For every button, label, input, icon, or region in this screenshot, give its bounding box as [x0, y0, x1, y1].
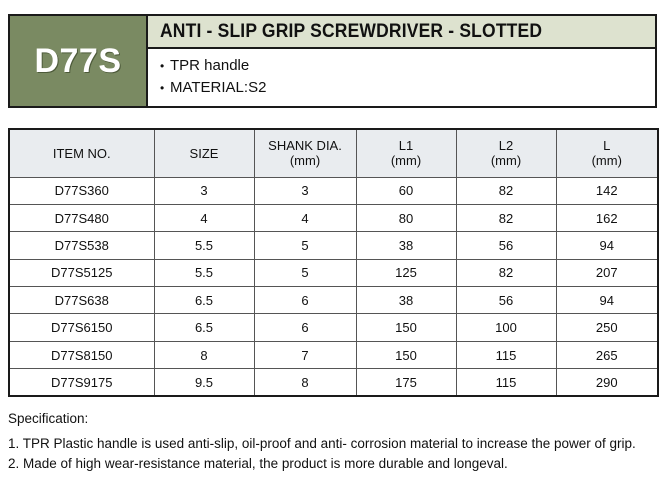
- cell-shank-dia: 5: [254, 232, 356, 259]
- cell-shank-dia: 4: [254, 204, 356, 231]
- cell-item-no: D77S8150: [9, 341, 154, 368]
- cell-shank-dia: 5: [254, 259, 356, 286]
- cell-size: 6.5: [154, 287, 254, 314]
- cell-shank-dia: 6: [254, 287, 356, 314]
- cell-l1: 60: [356, 177, 456, 204]
- product-header: [8, 14, 657, 108]
- cell-item-no: D77S538: [9, 232, 154, 259]
- table-row: [9, 341, 658, 368]
- product-title: ANTI - SLIP GRIP SCREWDRIVER - SLOTTED: [160, 20, 543, 42]
- note-item: 1. TPR Plastic handle is used anti-slip, oil-proof and anti- corrosion material to increase the power of grip.: [8, 436, 636, 451]
- title-bar: [148, 16, 655, 49]
- cell-shank-dia: 8: [254, 369, 356, 396]
- cell-size: 8: [154, 341, 254, 368]
- cell-l1: 38: [356, 287, 456, 314]
- cell-item-no: D77S5125: [9, 259, 154, 286]
- cell-l2: 56: [456, 287, 556, 314]
- header-row: [9, 129, 658, 177]
- cell-l: 94: [556, 287, 658, 314]
- cell-item-no: D77S6150: [9, 314, 154, 341]
- cell-l1: 125: [356, 259, 456, 286]
- cell-size: 9.5: [154, 369, 254, 396]
- column-header-l1: L1 (mm): [356, 129, 456, 177]
- table-body: [9, 177, 658, 396]
- cell-l1: 175: [356, 369, 456, 396]
- column-header-item-no: ITEM NO.: [9, 129, 154, 177]
- cell-item-no: D77S360: [9, 177, 154, 204]
- table-row: [9, 259, 658, 286]
- cell-shank-dia: 6: [254, 314, 356, 341]
- note-item: 2. Made of high wear-resistance material, the product is more durable and longeval.: [8, 456, 508, 471]
- cell-l: 142: [556, 177, 658, 204]
- table-row: [9, 287, 658, 314]
- cell-l2: 100: [456, 314, 556, 341]
- cell-l2: 56: [456, 232, 556, 259]
- feature-text: MATERIAL:S2: [170, 79, 267, 96]
- notes-heading: Specification:: [8, 411, 89, 426]
- cell-l2: 82: [456, 259, 556, 286]
- cell-l: 290: [556, 369, 658, 396]
- column-header-size: SIZE: [154, 129, 254, 177]
- column-header-shank-dia: SHANK DIA. (mm): [254, 129, 356, 177]
- table-header: [9, 129, 658, 177]
- product-code: D77S: [34, 41, 122, 80]
- feature-list: [148, 49, 655, 99]
- cell-size: 3: [154, 177, 254, 204]
- feature-item: [160, 77, 655, 99]
- product-code-box: [10, 16, 148, 106]
- cell-l1: 150: [356, 341, 456, 368]
- cell-item-no: D77S9175: [9, 369, 154, 396]
- cell-l1: 80: [356, 204, 456, 231]
- cell-size: 4: [154, 204, 254, 231]
- specification-notes: [8, 409, 663, 474]
- feature-text: TPR handle: [170, 57, 250, 74]
- column-header-l: L (mm): [556, 129, 658, 177]
- cell-l2: 115: [456, 341, 556, 368]
- column-header-l2: L2 (mm): [456, 129, 556, 177]
- cell-l2: 115: [456, 369, 556, 396]
- cell-size: 5.5: [154, 232, 254, 259]
- cell-l: 94: [556, 232, 658, 259]
- cell-size: 6.5: [154, 314, 254, 341]
- cell-l1: 150: [356, 314, 456, 341]
- bullet-icon: •: [160, 81, 165, 95]
- table-row: [9, 232, 658, 259]
- cell-item-no: D77S480: [9, 204, 154, 231]
- bullet-icon: •: [160, 59, 165, 73]
- cell-l: 207: [556, 259, 658, 286]
- table-row: [9, 204, 658, 231]
- product-info: [148, 16, 655, 106]
- table-row: [9, 177, 658, 204]
- cell-l: 162: [556, 204, 658, 231]
- table-row: [9, 369, 658, 396]
- spec-table: [8, 128, 659, 397]
- cell-l2: 82: [456, 204, 556, 231]
- cell-l1: 38: [356, 232, 456, 259]
- cell-l: 265: [556, 341, 658, 368]
- cell-item-no: D77S638: [9, 287, 154, 314]
- cell-size: 5.5: [154, 259, 254, 286]
- cell-l: 250: [556, 314, 658, 341]
- feature-item: [160, 55, 655, 77]
- table-row: [9, 314, 658, 341]
- cell-shank-dia: 3: [254, 177, 356, 204]
- cell-l2: 82: [456, 177, 556, 204]
- cell-shank-dia: 7: [254, 341, 356, 368]
